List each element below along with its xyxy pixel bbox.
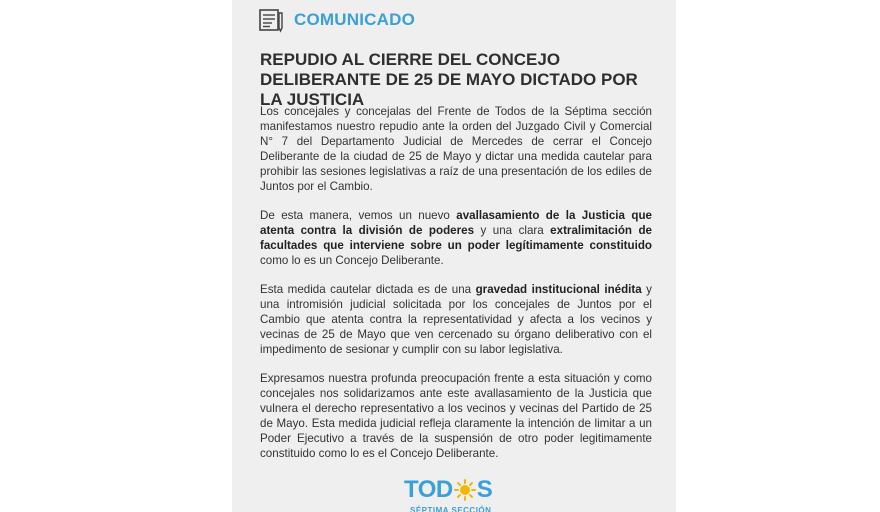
text: y una intromisión judicial solicitada por los concejales de Juntos por el Cambio que atenta contra la representatividad y afecta a los vecinos y vecinas de 25 de Mayo que ven cercenado su órgano deliberativo con el impedimento de sesionar y cumplir con su labor legislativa. bbox=[260, 283, 652, 356]
logo-subtitle: SÉPTIMA SECCIÓN bbox=[410, 506, 492, 512]
press-release-card bbox=[232, 0, 676, 512]
document-icon bbox=[258, 7, 284, 33]
bold-text: gravedad institucional inédita bbox=[475, 283, 642, 296]
text: y una clara bbox=[474, 224, 551, 237]
todos-logo bbox=[404, 476, 504, 512]
paragraph bbox=[260, 208, 652, 268]
bold-text: extralimitación de facultades que interviene sobre un poder legítimamente constituido bbox=[260, 224, 652, 252]
body-text bbox=[260, 104, 652, 475]
header-label: COMUNICADO bbox=[294, 10, 415, 29]
paragraph bbox=[260, 104, 652, 194]
page-title: REPUDIO AL CIERRE DEL CONCEJO DELIBERANTE DE 25 DE MAYO DICTADO POR LA JUSTICIA bbox=[260, 50, 638, 109]
paragraph bbox=[260, 282, 652, 357]
logo-text-right: S bbox=[476, 476, 493, 503]
paragraph bbox=[260, 371, 652, 461]
sun-icon bbox=[454, 479, 476, 501]
text: De esta manera, vemos un nuevo bbox=[260, 209, 457, 222]
text: como lo es un Concejo Deliberante. bbox=[260, 254, 444, 267]
header bbox=[258, 6, 415, 34]
text: Esta medida cautelar dictada es de una bbox=[260, 283, 476, 296]
text: Los concejales y concejalas del Frente de Todos de la Séptima sección manifestamos nuestro repudio ante la orden del Juzgado Civil y Comercial N° 7 del Departamento Judicial de Mercedes de cerrar el Concejo Deliberante de la ciudad de 25 de Mayo y dictar una medida cautelar para prohibir las sesiones legislativas a raíz de una presentación de los ediles de Juntos por el Cambio. bbox=[260, 105, 652, 193]
bold-text: avallasamiento de la Justicia que atenta contra la división de poderes bbox=[260, 209, 652, 237]
text: Expresamos nuestra profunda preocupación frente a esta situación y como concejales nos solidarizamos ante este avallasamiento de la Justicia que vulnera el derecho representativo a los vecinos y vecinas del Partido de 25 de Mayo. Esta medida judicial refleja claramente la intención de limitar a un Poder Ejecutivo a través de la suspensión de otro poder legitimamente constituido como lo es el Concejo Deliberante. bbox=[260, 372, 652, 460]
logo-text-left: TOD bbox=[404, 476, 453, 503]
